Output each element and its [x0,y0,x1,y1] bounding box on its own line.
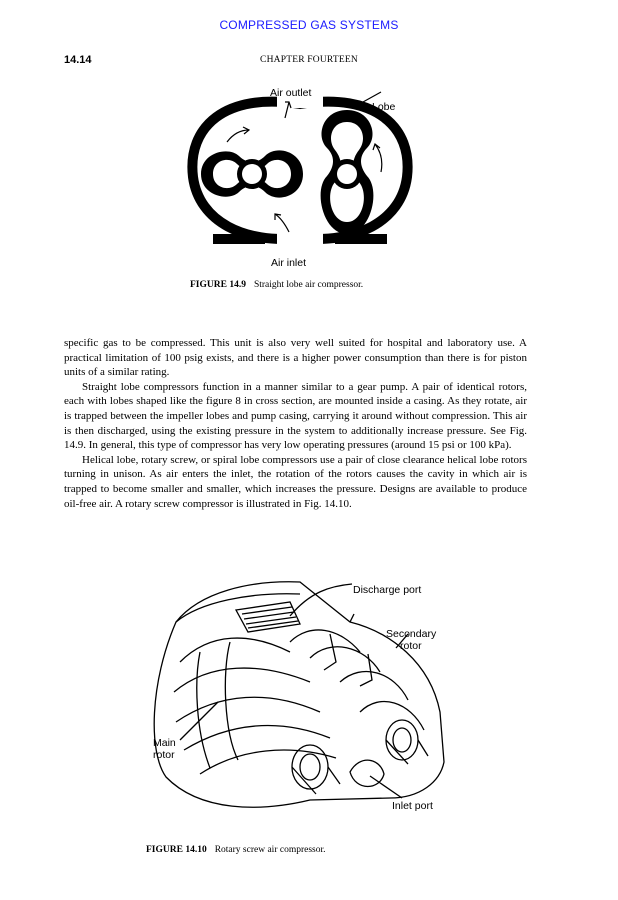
page-number: 14.14 [64,54,92,66]
running-head-title: COMPRESSED GAS SYSTEMS [219,18,399,32]
label-secondary-rotor-line1: Secondary [386,628,437,640]
figure-14-10-caption [146,845,326,855]
label-air-inlet: Air inlet [271,257,307,269]
label-lobe: Lobe [372,101,396,113]
caption-number: FIGURE 14.9 [190,280,246,290]
paragraph: specific gas to be compressed. This unit is also very well suited for hospital and laboratory use. A practical limitation of 100 psig exists, and there is a higher power consumption than there is for piston units of a similar rating. [64,337,527,379]
housing [154,582,444,807]
label-air-outlet: Air outlet [270,87,312,99]
figure-14-9-caption [190,280,363,290]
label-inlet-port: Inlet port [392,800,433,812]
label-main-rotor-line1: Main [153,737,176,749]
body-text [64,336,527,511]
inlet-opening [277,232,323,246]
caption-text: Rotary screw air compressor. [214,845,326,855]
label-secondary-rotor-line2: rotor [400,640,422,652]
label-discharge-port: Discharge port [353,584,422,596]
paragraph: Helical lobe, rotary screw, or spiral lobe compressors use a pair of close clearance helical lobe rotors turning in unison. As air enters the inlet, the rotation of the rotors causes the cavity in which air is trapped to become smaller and smaller, which increases the pressure. Designs are available to produce oil-free air. A rotary screw compressor is illustrated in Fig. 14.10. [64,453,527,510]
caption-number: FIGURE 14.10 [146,845,207,855]
chapter-title: CHAPTER FOURTEEN [260,55,358,65]
paragraph: Straight lobe compressors function in a manner similar to a gear pump. A pair of identical rotors, each with lobes shaped like the figure 8 in cross section, are mounted inside a casing. As they rotate, air is trapped between the impeller lobes and pump casing, carrying it around without compression. This air is then discharged, using the existing pressure in the system to additionally increase pressure. See Fig. 14.9. In general, this type of compressor has very low operating pressures (around 15 psi or 100 kPa). [64,380,527,452]
caption-text: Straight lobe air compressor. [253,280,364,290]
label-main-rotor-line2: rotor [153,749,175,761]
